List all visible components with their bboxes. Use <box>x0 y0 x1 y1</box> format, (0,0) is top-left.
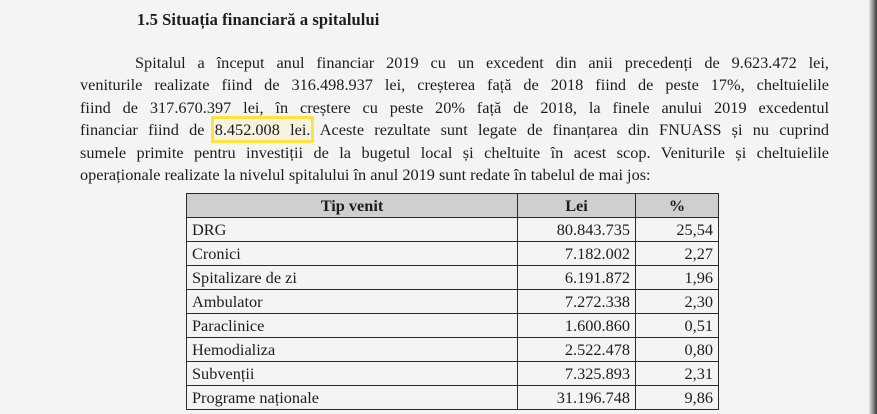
column-header-lei: Lei <box>518 194 636 218</box>
row-lei: 7.182.002 <box>518 242 636 266</box>
row-lei: 80.843.735 <box>518 218 636 242</box>
row-type: Hemodializa <box>187 338 518 362</box>
row-type: Cronici <box>187 242 518 266</box>
row-type: Spitalizare de zi <box>187 266 518 290</box>
section-title: 1.5 Situația financiară a spitalului <box>137 10 380 29</box>
row-lei: 2.522.478 <box>518 338 636 362</box>
row-type: DRG <box>187 218 518 242</box>
row-lei: 31.196.748 <box>518 386 636 410</box>
paragraph-line-4-start: financiar fiind de <box>80 120 205 140</box>
table-row <box>187 386 719 410</box>
table-row <box>187 290 719 314</box>
row-lei: 1.600.860 <box>518 314 636 338</box>
row-percent: 1,96 <box>636 266 719 290</box>
row-lei: 6.191.872 <box>518 266 636 290</box>
revenue-table <box>186 193 719 410</box>
table-header-row <box>187 194 719 218</box>
row-type: Paraclinice <box>187 314 518 338</box>
table-row <box>187 314 719 338</box>
table-row <box>187 242 719 266</box>
row-percent: 2,31 <box>636 362 719 386</box>
paragraph-line-4-end: Aceste rezultate sunt legate de finanțarea din FNUASS și nu cuprind <box>319 120 830 140</box>
table-row <box>187 218 719 242</box>
paragraph-line-6: operaționale realizate la nivelul spitalului în anul 2019 sunt redate în tabelul de mai jos: <box>80 165 651 185</box>
paragraph-line-4 <box>80 119 829 141</box>
table-row <box>187 362 719 386</box>
paragraph-line-1: Spitalul a început anul financiar 2019 cu un excedent din anii precedenți de 9.623.472 lei, <box>135 53 829 72</box>
column-header-type: Tip venit <box>187 194 518 218</box>
row-percent: 0,80 <box>636 338 719 362</box>
row-percent: 2,30 <box>636 290 719 314</box>
scan-page-edge <box>869 0 877 414</box>
financial-paragraph <box>80 52 829 186</box>
row-lei: 7.325.893 <box>518 362 636 386</box>
row-lei: 7.272.338 <box>518 290 636 314</box>
column-header-percent: % <box>636 194 719 218</box>
row-type: Subvenții <box>187 362 518 386</box>
row-type: Ambulator <box>187 290 518 314</box>
paragraph-line-2: veniturile realizate fiind de 316.498.937 lei, creșterea față de 2018 fiind de peste 17%, cheltuielile <box>80 75 829 95</box>
paragraph-line-5: sumele primite pentru investiții de la bugetul local și cheltuite în acest scop. Veniturile și cheltuielile <box>80 142 829 162</box>
table-row <box>187 338 719 362</box>
row-type: Programe naționale <box>187 386 518 410</box>
row-percent: 2,27 <box>636 242 719 266</box>
row-percent: 0,51 <box>636 314 719 338</box>
row-percent: 25,54 <box>636 218 719 242</box>
table-row <box>187 266 719 290</box>
paragraph-line-3: fiind de 317.670.397 lei, în creștere cu peste 20% față de 2018, la finele anului 2019 excedentul <box>80 97 829 117</box>
highlighted-surplus: 8.452.008 lei. <box>214 120 311 140</box>
row-percent: 9,86 <box>636 386 719 410</box>
